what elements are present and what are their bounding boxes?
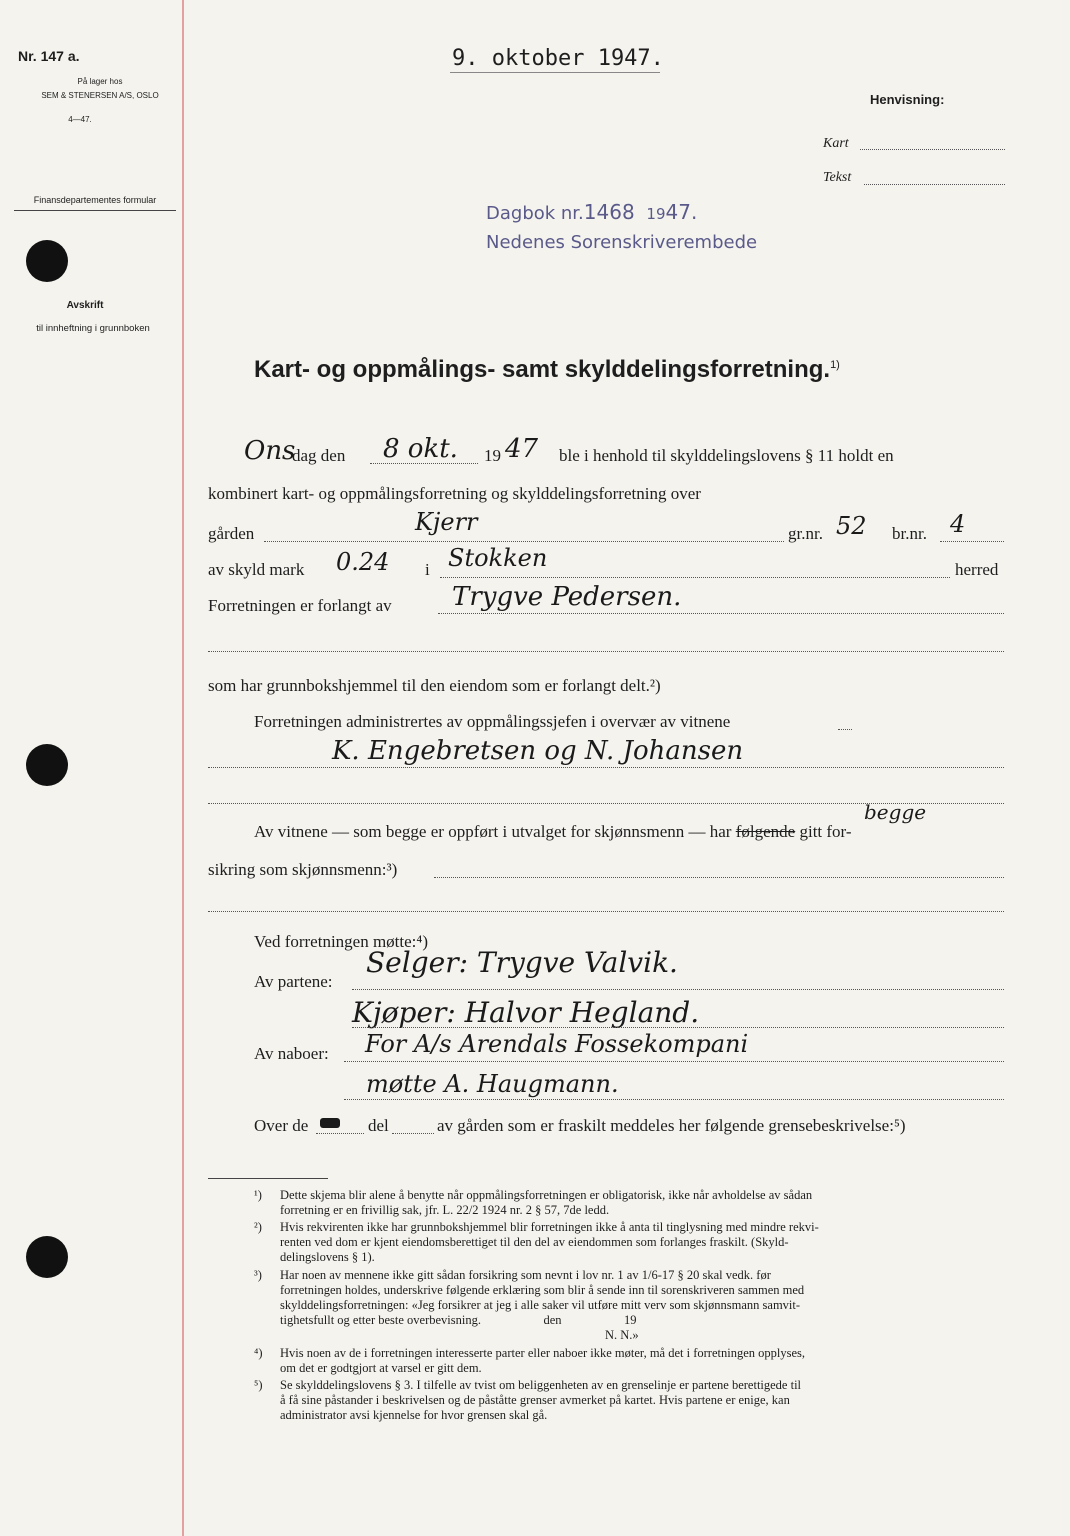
footnote-4-line-1: Hvis noen av de i forretningen interesserte parter eller naboer ikke møter, må det i forretningen opplyses,	[280, 1346, 806, 1360]
punch-hole-bottom	[26, 1236, 68, 1278]
dagbok-number: 1468	[583, 200, 635, 224]
dagbok-year: 47.	[665, 200, 698, 224]
skyld-label: av skyld mark	[208, 560, 305, 579]
herred-label: herred	[955, 560, 999, 579]
admin-field-line	[838, 728, 852, 730]
naboer-handwritten-2: møtte A. Haugmann.	[366, 1070, 619, 1098]
footnote-3-line-1: Har noen av mennene ikke gitt sådan forsikring som nevnt i lov nr. 1 av 1/6-17 § 20 skal vedk. før	[280, 1268, 771, 1282]
i-label: i	[425, 560, 430, 579]
department-label: Finansdepartementes formular	[33, 195, 157, 205]
footnote-4-line-2: om det er godtgjort at varsel er gitt dem.	[280, 1361, 482, 1375]
del-label: del	[368, 1116, 389, 1135]
over-de-field-line	[316, 1132, 364, 1134]
forlangt-handwritten: Trygve Pedersen.	[452, 582, 682, 612]
footnote-5-line-2: å få sine påstander i beskrivelsen og de påståtte grenser avmerket på kartet. Hvis partene er enige, kan	[280, 1393, 790, 1407]
blank-line-4	[352, 1026, 1004, 1028]
vitnene-field-line	[434, 876, 1004, 878]
vitnene-struck-word: følgende	[735, 822, 796, 841]
partene-label: Av partene:	[254, 972, 333, 991]
punch-hole-middle	[26, 744, 68, 786]
blank-line-1	[208, 650, 1004, 652]
publisher-line2: SEM & STENERSEN A/S, OSLO	[41, 91, 159, 100]
dagbok-stamp-line1	[486, 200, 697, 224]
naboer-label: Av naboer:	[254, 1044, 329, 1063]
footnote-3-line-2: forretningen holdes, underskrive følgende erklæring som blir å sende inn til sorenskriveren sammen med	[280, 1283, 805, 1297]
footnote-1-line-1: Dette skjema blir alene å benytte når oppmålingsforretningen er obligatorisk, ikke når avholdelse av sådan	[280, 1188, 813, 1202]
footnote-4	[254, 1346, 806, 1376]
dag-den-label: dag den	[292, 446, 346, 465]
brnr-field-line	[940, 540, 1004, 542]
brnr-label: br.nr.	[892, 524, 927, 543]
footnote-5-line-3: administrator avsi kjennelse for hvor grensen skal gå.	[280, 1408, 548, 1422]
weekday-handwritten: Ons	[244, 436, 296, 466]
vitnene-line1	[254, 822, 852, 842]
admin-line: Forretningen administrertes av oppmålingssjefen i overvær av vitnene	[254, 712, 731, 731]
margin-rule	[182, 0, 184, 1536]
skyld-handwritten: 0.24	[336, 548, 390, 576]
footnote-2-line-3: delingslovens § 1).	[280, 1250, 375, 1264]
forlangt-label: Forretningen er forlangt av	[208, 596, 392, 615]
garden-handwritten: Kjerr	[415, 508, 478, 536]
footnote-1-line-2: forretning er en frivillig sak, jfr. L. 22/2 1924 nr. 2 § 57, 7de ledd.	[280, 1203, 610, 1217]
naboer-field-line	[344, 1060, 1004, 1062]
footnote-1-number: ¹)	[254, 1188, 262, 1202]
over-de-scribble	[320, 1118, 340, 1128]
vitner-handwritten: K. Engebretsen og N. Johansen	[332, 736, 744, 766]
vitner-field-line	[208, 766, 1004, 768]
footnote-2-line-2: renten ved dom er kjent eiendomsberettiget til den del av eiendommen som forlanges fraskilt. (Skyld-	[280, 1235, 789, 1249]
department-rule	[14, 210, 176, 211]
document-date: 9. oktober 1947.	[452, 46, 664, 71]
brnr-handwritten: 4	[950, 510, 966, 538]
partene-field-line	[352, 988, 1004, 990]
footnote-separator	[208, 1178, 328, 1179]
year-handwritten: 47	[505, 434, 539, 464]
footnote-3	[254, 1268, 805, 1343]
garden-label: gården	[208, 524, 255, 543]
footnote-3-number: ³)	[254, 1268, 262, 1282]
title-footnote-ref: 1)	[830, 359, 840, 371]
kjoper-handwritten: Kjøper: Halvor Hegland.	[352, 996, 700, 1029]
footnote-3-line-4: tighetsfullt og etter beste overbevisning. den 19	[280, 1313, 637, 1327]
avskrift-note: til innheftning i grunnboken	[36, 323, 150, 334]
kart-field	[860, 148, 1005, 150]
garden-field-line	[264, 540, 784, 542]
henvisning-label: Henvisning:	[870, 92, 945, 107]
publisher-line1: På lager hos	[77, 77, 123, 86]
vitnene-line1-a: Av vitnene — som begge er oppført i utvalget for skjønnsmenn — har	[254, 822, 732, 841]
footnote-2-number: ²)	[254, 1220, 262, 1234]
tekst-field	[864, 183, 1005, 185]
print-date: 4—47.	[68, 115, 92, 124]
selger-handwritten: Selger: Trygve Valvik.	[366, 946, 678, 979]
footnote-5-number: ⁵)	[254, 1378, 263, 1392]
footnote-1	[254, 1188, 813, 1218]
grnr-label: gr.nr.	[788, 524, 823, 543]
vitnene-line1-b: gitt for-	[799, 822, 852, 841]
form-number: Nr. 147 a.	[18, 48, 80, 64]
over-rest: av gården som er fraskilt meddeles her følgende grensebeskrivelse:⁵)	[437, 1116, 906, 1135]
grnr-handwritten: 52	[836, 512, 867, 540]
footnote-3-line-3: skylddelingsforretningen: «Jeg forsikrer at jeg i alle saker vil utføre mitt verv som skjønnsmann samvit-	[280, 1298, 801, 1312]
line2-text: kombinert kart- og oppmålingsforretning og skylddelingsforretning over	[208, 484, 701, 503]
date-underline	[450, 72, 660, 73]
kart-label: Kart	[823, 136, 849, 151]
grunnbok-line: som har grunnbokshjemmel til den eiendom som er forlangt delt.²)	[208, 676, 661, 695]
form-title	[254, 356, 840, 384]
tekst-label: Tekst	[823, 170, 852, 185]
motte-line: Ved forretningen møtte:⁴)	[254, 932, 428, 951]
year-prefix: 19	[484, 446, 501, 465]
footnote-2-line-1: Hvis rekvirenten ikke har grunnbokshjemmel blir forretningen ikke å anta til tinglysning med mindre rekvi-	[280, 1220, 819, 1234]
form-title-text: Kart- og oppmålings- samt skylddelingsforretning.	[254, 356, 831, 383]
footnote-2	[254, 1220, 819, 1265]
over-de-label: Over de	[254, 1116, 309, 1135]
blank-line-5	[344, 1098, 1004, 1100]
date-handwritten: 8 okt.	[383, 434, 458, 464]
punch-hole-top	[26, 240, 68, 282]
footnote-5-line-1: Se skylddelingslovens § 3. I tilfelle av tvist om beliggenheten av en grenselinje er partene berettigede til	[280, 1378, 802, 1392]
blank-line-3	[208, 910, 1004, 912]
herred-handwritten: Stokken	[448, 544, 548, 572]
dagbok-year-prefix: 19	[646, 205, 666, 223]
forlangt-field-line	[438, 612, 1004, 614]
office-stamp: Nedenes Sorenskriverembede	[486, 232, 758, 253]
footnote-4-number: ⁴)	[254, 1346, 263, 1360]
naboer-handwritten-1: For A/s Arendals Fossekompani	[365, 1030, 749, 1058]
dagbok-prefix: Dagbok nr.	[486, 203, 584, 224]
del-field-line	[392, 1132, 434, 1134]
begge-insert-handwritten: begge	[864, 800, 927, 824]
herred-field-line	[440, 576, 950, 578]
footnote-5	[254, 1378, 802, 1423]
vitnene-line2: sikring som skjønnsmenn:³)	[208, 860, 398, 879]
footnote-3-line-5: N. N.»	[280, 1328, 639, 1342]
avskrift-label: Avskrift	[66, 300, 104, 311]
line1-rest: ble i henhold til skylddelingslovens § 11 holdt en	[559, 446, 894, 465]
